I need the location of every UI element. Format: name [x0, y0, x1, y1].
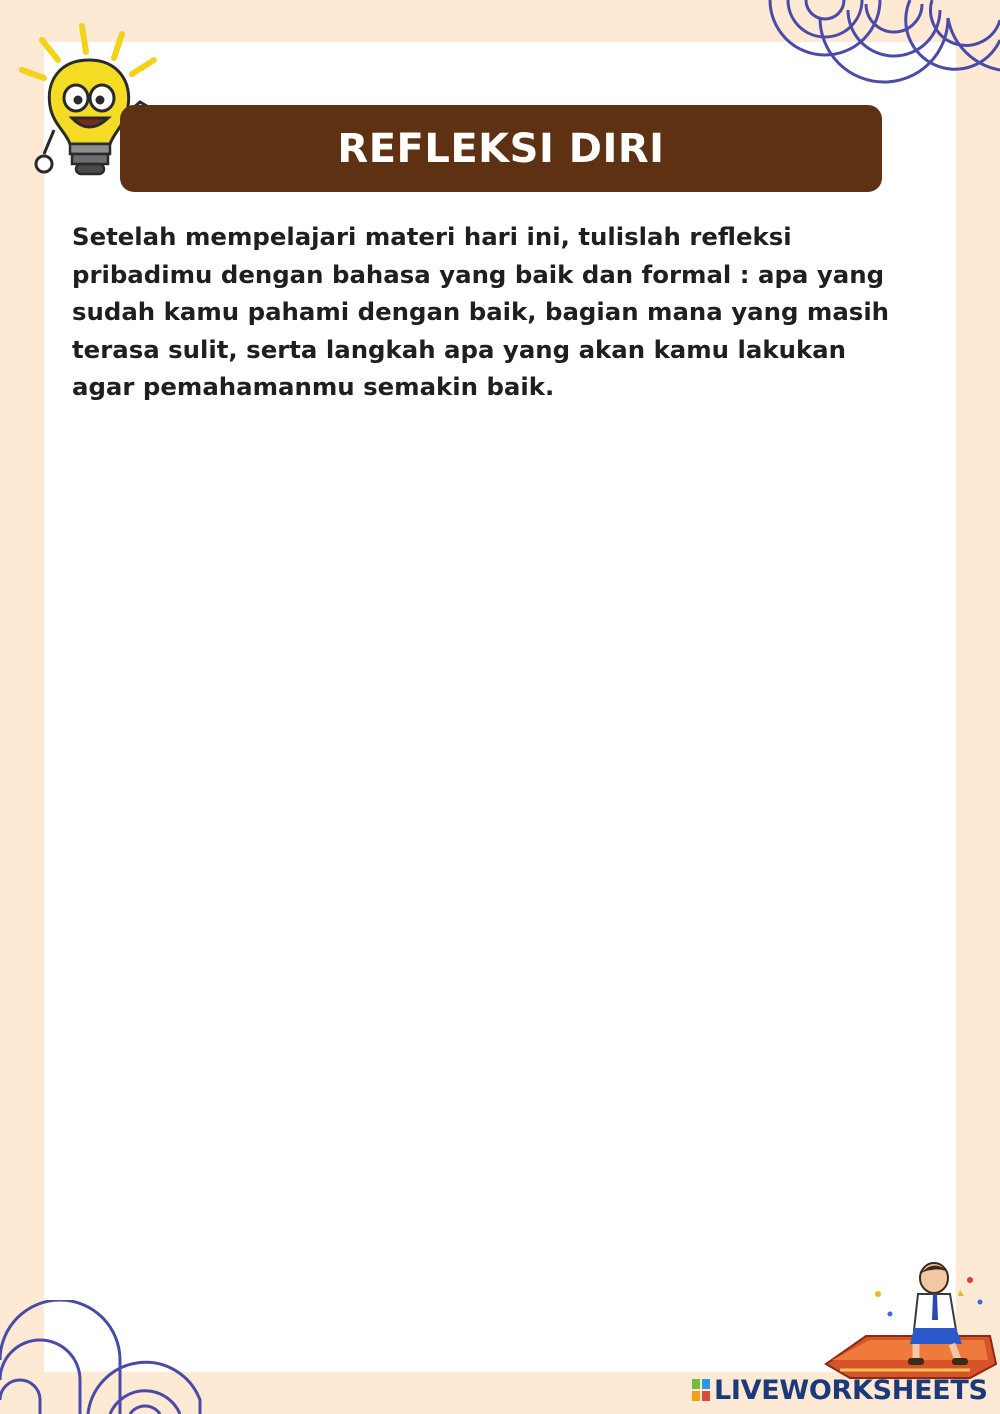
reflection-answer-input[interactable] [72, 420, 932, 1244]
brand-name: LIVEWORKSHEETS [714, 1374, 988, 1406]
swirl-decoration-icon [0, 1300, 210, 1414]
student-on-book-icon [820, 1260, 1000, 1380]
liveworksheets-brand [692, 1372, 988, 1408]
liveworksheets-logo-icon [692, 1379, 710, 1401]
swirl-decoration-icon [760, 0, 1000, 110]
page-title: REFLEKSI DIRI [337, 125, 665, 172]
instructions-text: Setelah mempelajari materi hari ini, tulislah refleksi pribadimu dengan bahasa yang baik dan formal : apa yang sudah kamu pahami dengan baik, bagian mana yang masih terasa sulit, serta langkah apa yang akan kamu lakukan agar pemahamanmu semakin baik. [72, 222, 890, 401]
title-banner [120, 105, 882, 192]
